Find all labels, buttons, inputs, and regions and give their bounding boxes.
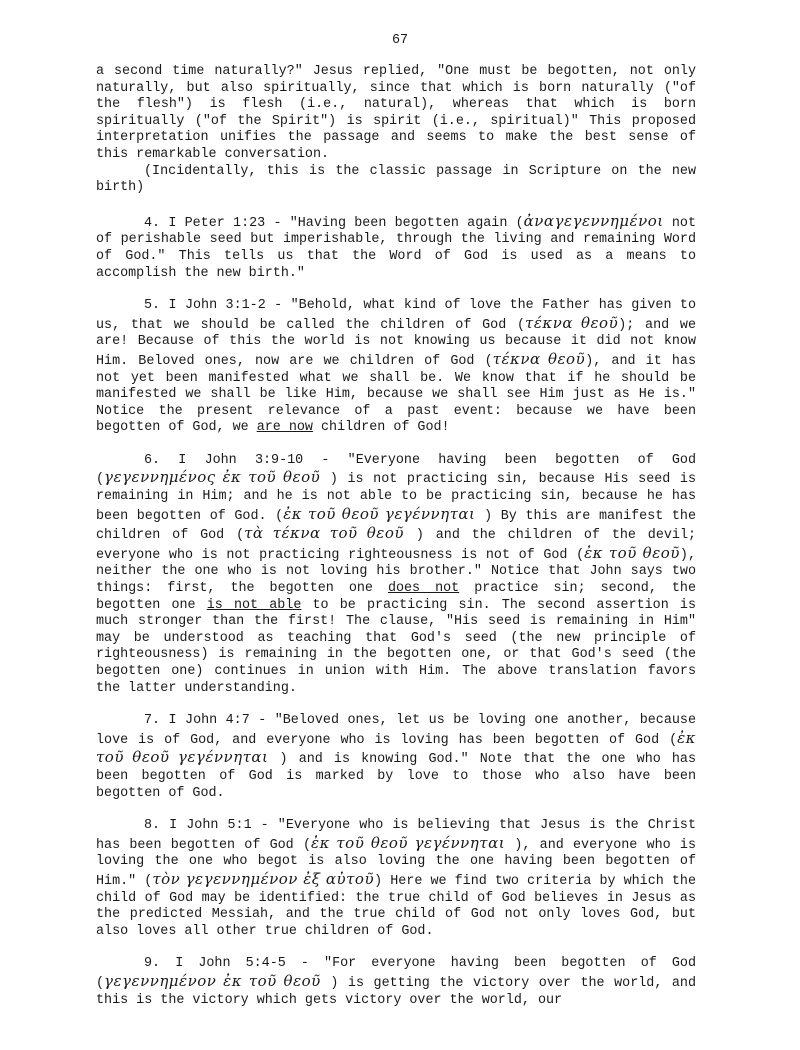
greek-phrase: ἐκ τοῦ θεοῦ γεγέννηται — [96, 728, 696, 767]
paragraph-text: ), and it has not yet been manifested what we shall be. We know that if he should be manifested we shall be like Him, because we shall see Him just as He is." Notice the present relevance of a past event: because we have been begotten of God, we — [96, 353, 696, 436]
paragraph-text: 5. I John 3:1-2 - "Behold, what kind of love the Father has given to us, that we should be called the children of God ( — [96, 298, 696, 333]
underlined-emphasis: is not able — [206, 597, 302, 613]
greek-phrase: ἐκ τοῦ θεοῦ γεγέννηται — [283, 504, 476, 523]
paragraph-1 — [96, 64, 696, 164]
greek-phrase: γεγεννημένος ἐκ τοῦ θεοῦ — [104, 468, 321, 487]
paragraph-text: to be practicing sin. The second assertion is much stronger than the first! The clause, "His seed is remaining in Him" may be understood as teaching that God's seed (the new principle of righteousness) is remaining in the begotten one, or that God's seed (the begotten one) continues in union with Him. The above translation favors the latter understanding. — [96, 597, 696, 696]
paragraph-text: ) is not practicing sin, because His seed is remaining in Him; and he is not able to be practicing sin, because he has been begotten of God. ( — [96, 472, 696, 524]
paragraph-text: 8. I John 5:1 - "Everyone who is believing that Jesus is the Christ has been begotten of God ( — [96, 818, 696, 853]
paragraph-text: children of God! — [312, 420, 450, 436]
greek-phrase: ἀναγεγεννημένοι — [523, 211, 664, 230]
greek-phrase: τὸν γεγεννημένον ἐξ αὐτοῦ — [152, 869, 375, 888]
greek-phrase: τέκνα θεοῦ — [492, 349, 586, 368]
paragraph-text: not of perishable seed but imperishable, through the living and remaining Word of God." This tells us that the Word of God is used as a means to accomplish the new birth." — [96, 215, 696, 281]
paragraph-text: 6. I John 3:9-10 - "Everyone having been begotten of God ( — [96, 452, 696, 488]
paragraph-7 — [96, 818, 696, 940]
greek-phrase: ἐκ τοῦ θεοῦ — [584, 543, 680, 562]
paragraph-text: ) and is knowing God." Note that the one who has been begotten of God is marked by love to those who also have been begotten of God. — [96, 752, 697, 801]
paragraph-text: ) By this are manifest the children of God ( — [96, 508, 697, 544]
greek-phrase: γεγεννημένον ἐκ τοῦ θεοῦ — [104, 971, 321, 990]
paragraph-text: ) is getting the victory over the world, and this is the victory which gets victory over the world, our — [96, 975, 697, 1008]
page-number: 67 — [391, 33, 409, 48]
underlined-emphasis: does not — [387, 581, 460, 597]
paragraph-text: ) Here we find two criteria by which the child of God may be identified: the true child of God believes in Jesus as the predicted Messiah, and the true child of God not only loves God, but also loves all other true children of God. — [96, 873, 696, 939]
paragraph-3 — [96, 213, 696, 282]
paragraph-text: 4. I Peter 1:23 - "Having been begotten again ( — [144, 215, 524, 231]
paragraph-text: 7. I John 4:7 - "Beloved ones, let us be loving one another, because love is of God, and everyone who is loving has been begotten of God ( — [96, 713, 696, 748]
paragraph-text: a second time naturally?" Jesus replied, "One must be begotten, not only naturally, but also spiritually, since that which is born naturally ("of the flesh") is flesh (i.e., natural), whereas that which is born spiritually ("of the Spirit") is spirit (i.e., spiritual)" This proposed interpretation unifies the passage and seems to make the best sense of this remarkable conversation. — [96, 64, 696, 162]
paragraph-5 — [96, 453, 696, 697]
paragraph-text: ) and the children of the devil; everyone who is not practicing righteousness is not of God ( — [96, 528, 697, 563]
document-body — [96, 64, 696, 1009]
greek-phrase: ἐκ τοῦ θεοῦ γεγέννηται — [311, 833, 506, 852]
paragraph-6 — [96, 713, 696, 802]
paragraph-text: ), neither the one who is not loving his brother." Notice that John says two things: first, the begotten one — [96, 547, 696, 597]
underlined-emphasis: are now — [256, 420, 313, 436]
paragraph-4 — [96, 298, 696, 437]
paragraph-text: (Incidentally, this is the classic passage in Scripture on the new birth) — [96, 163, 696, 196]
greek-phrase: τὰ τέκνα τοῦ θεοῦ — [244, 524, 404, 543]
paragraph-text: ), and everyone who is loving the one who begot is also loving the one having been begotten of Him." ( — [96, 837, 696, 889]
paragraph-8 — [96, 956, 696, 1009]
paragraph-text: practice sin; second, the begotten one — [96, 581, 696, 613]
paragraph-text: ); and we are! Because of this the world is not knowing us because it did not know Him. Beloved ones, now are we children of God ( — [96, 317, 696, 369]
paragraph-text: 9. I John 5:4-5 - "For everyone having been begotten of God ( — [96, 956, 696, 991]
greek-phrase: τέκνα θεοῦ — [525, 313, 619, 332]
paragraph-2 — [96, 164, 696, 197]
